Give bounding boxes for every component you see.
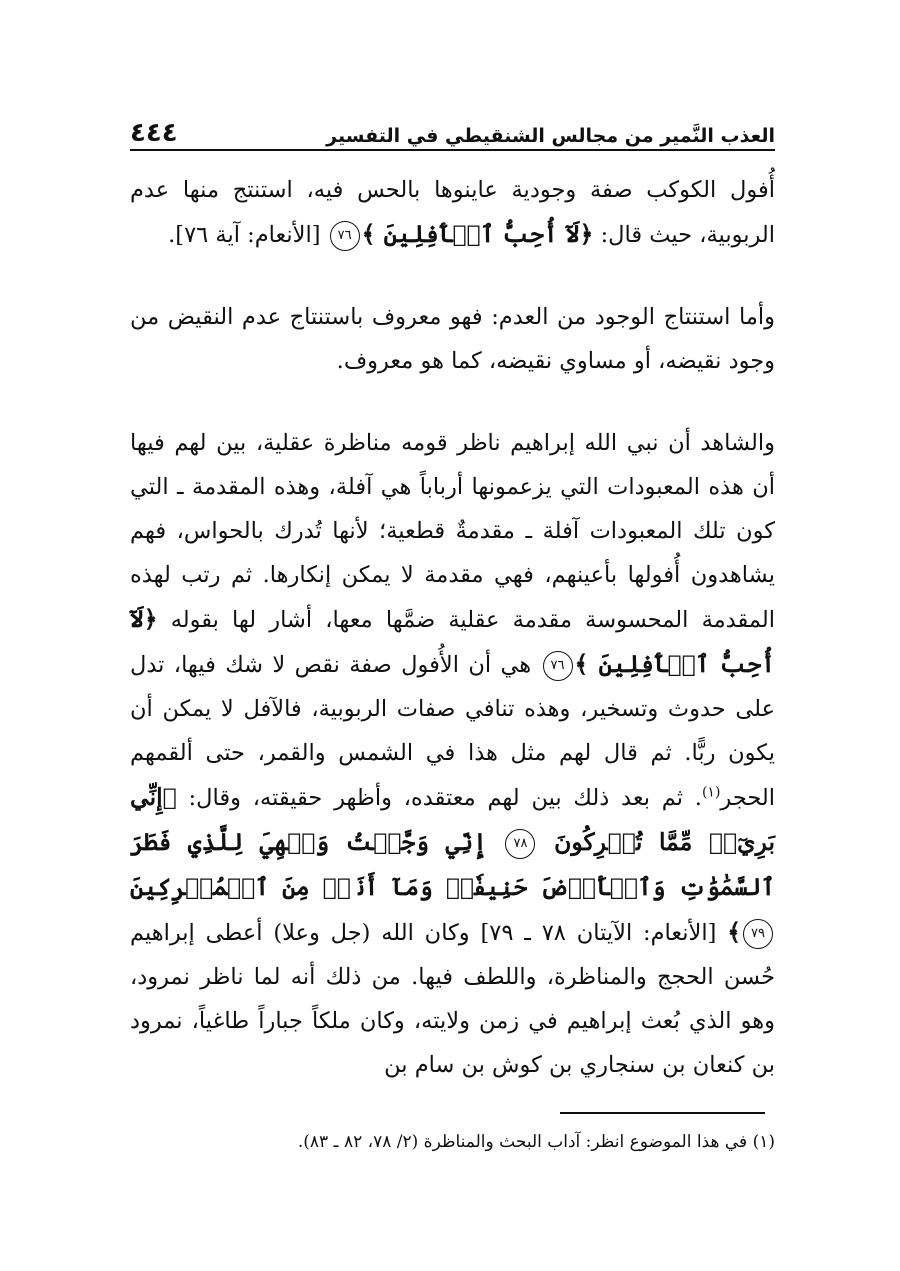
- ayah-number-mark: ٧٨: [505, 829, 535, 859]
- footnote-reference[interactable]: (١): [701, 784, 721, 801]
- body-text: [130, 168, 775, 1087]
- paragraph-text: [الأنعام: الآيتان ٧٨ ـ ٧٩] وكان الله (جل وعلا) أعطى إبراهيم حُسن الحجج والمناظرة، واللطف فيها. من ذلك أنه لما ناظر نمرود، وهو الذي بُعث إبراهيم في زمن ولايته، وكان ملكاً جباراً طاغياً، نمرود بن كنعان بن سنجاري بن كوش بن سام بن: [130, 920, 775, 1078]
- ayah-number-mark: ٧٩: [743, 919, 773, 949]
- page-header: [130, 108, 775, 146]
- header-rule: [130, 149, 775, 151]
- quran-verse: ﴿لَآ أُحِبُّ ٱلۡأٓفِلِينَ ﴾: [130, 605, 775, 678]
- quran-verse: ﴿لَآ أُحِبُّ ٱلۡأٓفِلِينَ ﴾: [361, 220, 594, 248]
- page-number: ٤٤٤: [130, 118, 178, 148]
- paragraph-2: وأما استنتاج الوجود من العدم: فهو معروف باستنتاج عدم النقيض من وجود نقيضه، أو مساوي نقيضه، كما هو معروف.: [130, 304, 775, 374]
- quran-verse-close: ﴾: [727, 918, 741, 946]
- paragraph-text: والشاهد أن نبي الله إبراهيم ناظر قومه مناظرة عقلية، بين لهم فيها أن هذه المعبودات التي يزعمونها أرباباً هي آفلة، وهذه المقدمة ـ التي كون تلك المعبودات آفلة ـ مقدمةٌ قطعية؛ لأنها تُدرك بالحواس، فهم يشاهدون أُفولها بأعينهم، فهي مقدمة لا يمكن إنكارها. ثم رتب لهذه المقدمة المحسوسة مقدمة عقلية ضمَّها معها، أشار لها بقوله: [130, 430, 775, 633]
- ayah-number-mark: ٧٦: [543, 651, 573, 681]
- quran-verse: ﴿إِنِّي بَرِيٓءٞ مِّمَّا تُشۡرِكُونَ: [130, 783, 775, 856]
- footnote-separator: [560, 1112, 765, 1114]
- paragraph-3: [130, 421, 775, 1087]
- footnote: (١) في هذا الموضوع انظر: آداب البحث والمناظرة (٢/ ٧٨، ٨٢ ـ ٨٣).: [297, 1132, 775, 1152]
- paragraph-text: . ثم بعد ذلك بين لهم معتقده، وأظهر حقيقته، وقال:: [176, 785, 702, 811]
- paragraph-gap: [130, 257, 775, 295]
- paragraph-text: أُفول الكوكب صفة وجودية عاينوها بالحس فيه، استنتج منها عدم الربوبية، حيث قال:: [130, 177, 775, 248]
- running-title: العذب النَّمير من مجالس الشنقيطي في التفسير: [326, 125, 775, 147]
- paragraph-text: هي أن الأُفول صفة نقص لا شك فيها، تدل على حدوث وتسخير، وهذه تنافي صفات الربوبية، فالآفل لا يمكن أن يكون ربًّا. ثم قال لهم مثل هذا في الشمس والقمر، حتى ألقمهم الحجر: [130, 652, 775, 811]
- paragraph-gap: [130, 383, 775, 421]
- ayah-number-mark: ٧٦: [330, 221, 360, 251]
- verse-citation: [الأنعام: آية ٧٦].: [168, 222, 328, 248]
- quran-verse: إِنِّي وَجَّهۡتُ وَجۡهِيَ لِلَّذِي فَطَرَ ٱلسَّمَٰوَٰتِ وَٱلۡأَرۡضَ حَنِيفٗاۖ وَمَآ أَنَا۠ مِنَ ٱلۡمُشۡرِكِينَ: [130, 828, 775, 901]
- paragraph-1: [130, 168, 775, 257]
